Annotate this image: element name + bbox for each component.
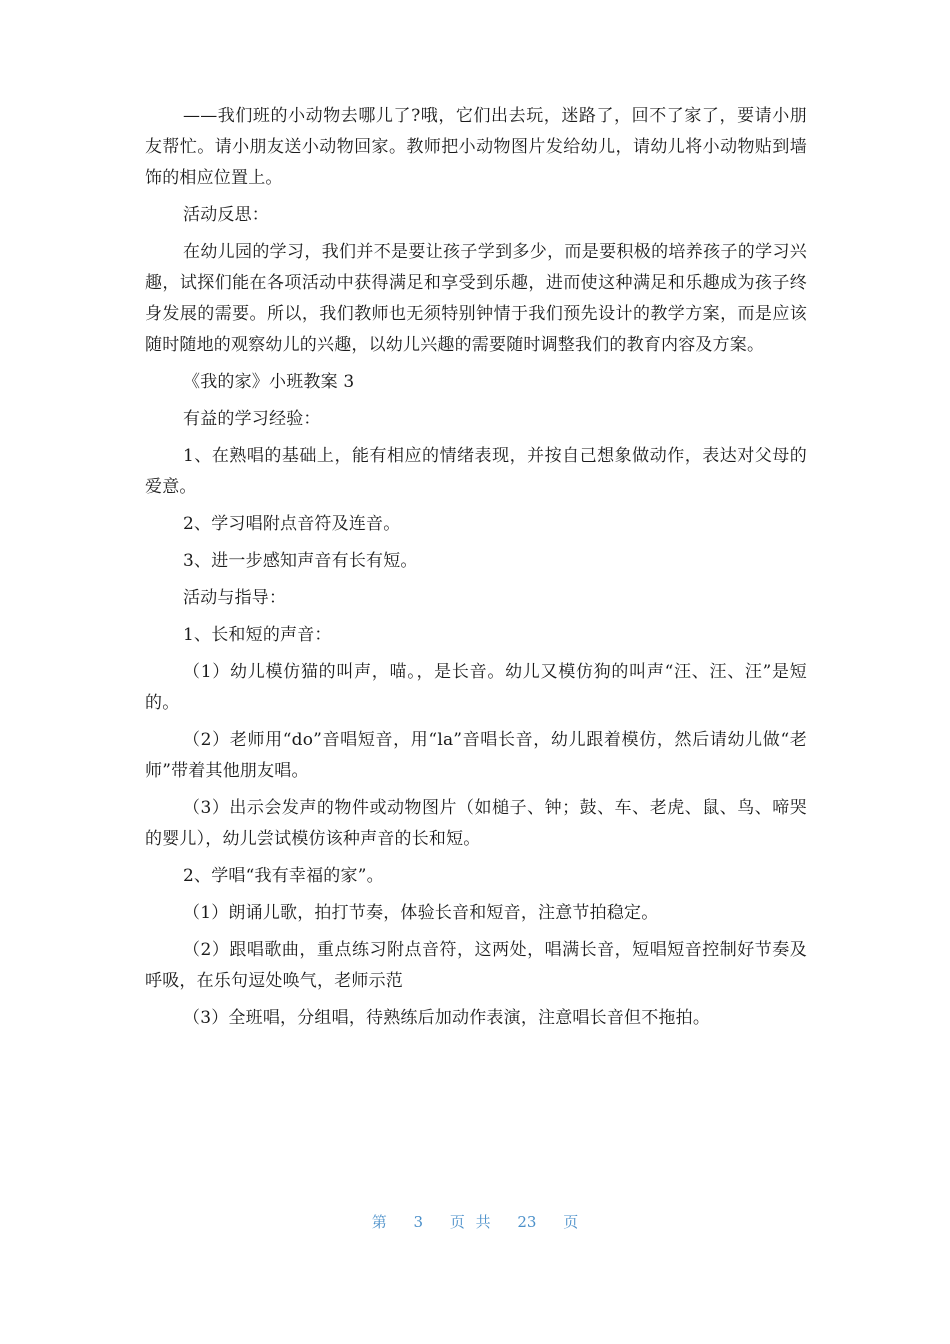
page-footer <box>0 1211 950 1232</box>
paragraph: ——我们班的小动物去哪儿了?哦，它们出去玩，迷路了，回不了家了，要请小朋友帮忙。请小朋友送小动物回家。教师把小动物图片发给幼儿，请幼儿将小动物贴到墙饰的相应位置上。 <box>145 106 807 188</box>
footer-prefix: 第 <box>371 1213 387 1231</box>
document-body <box>145 101 807 1040</box>
sub-item: （2）跟唱歌曲，重点练习附点音符，这两处，唱满长音，短唱短音控制好节奏及呼吸，在乐句逗处唤气，老师示范 <box>145 940 807 991</box>
sub-item: （3）出示会发声的物件或动物图片（如槌子、钟；鼓、车、老虎、鼠、鸟、啼哭的婴儿），幼儿尝试模仿该种声音的长和短。 <box>145 798 807 849</box>
list-item: 2、学习唱附点音符及连音。 <box>183 514 401 534</box>
section-heading: 活动与指导： <box>183 588 287 608</box>
section-title: 《我的家》小班教案 3 <box>183 372 355 392</box>
sub-item: （1）朗诵儿歌，拍打节奏，体验长音和短音，注意节拍稳定。 <box>183 903 659 923</box>
footer-middle: 页 共 <box>449 1213 491 1231</box>
footer-suffix: 页 <box>563 1213 579 1231</box>
list-item: 2、学唱“我有幸福的家”。 <box>183 866 384 886</box>
sub-item: （1）幼儿模仿猫的叫声，喵。，是长音。幼儿又模仿狗的叫声“汪、汪、汪”是短的。 <box>145 662 807 713</box>
footer-page-number: 3 <box>413 1213 424 1231</box>
section-heading: 活动反思： <box>183 205 269 225</box>
footer-total-pages: 23 <box>517 1213 537 1231</box>
paragraph: 在幼儿园的学习，我们并不是要让孩子学到多少，而是要积极的培养孩子的学习兴趣，试探们能在各项活动中获得满足和享受到乐趣，进而使这种满足和乐趣成为孩子终身发展的需要。所以，我们教师也无须特别钟情于我们预先设计的教学方案，而是应该随时随地的观察幼儿的兴趣，以幼儿兴趣的需要随时调整我们的教育内容及方案。 <box>145 242 807 355</box>
list-item: 1、长和短的声音： <box>183 625 332 645</box>
sub-item: （2）老师用“do”音唱短音，用“la”音唱长音，幼儿跟着模仿，然后请幼儿做“老师”带着其他朋友唱。 <box>145 730 807 781</box>
list-item: 3、进一步感知声音有长有短。 <box>183 551 418 571</box>
list-item: 1、在熟唱的基础上，能有相应的情绪表现，并按自己想象做动作，表达对父母的爱意。 <box>145 446 807 497</box>
section-heading: 有益的学习经验： <box>183 409 321 429</box>
sub-item: （3）全班唱，分组唱，待熟练后加动作表演，注意唱长音但不拖拍。 <box>183 1008 711 1028</box>
